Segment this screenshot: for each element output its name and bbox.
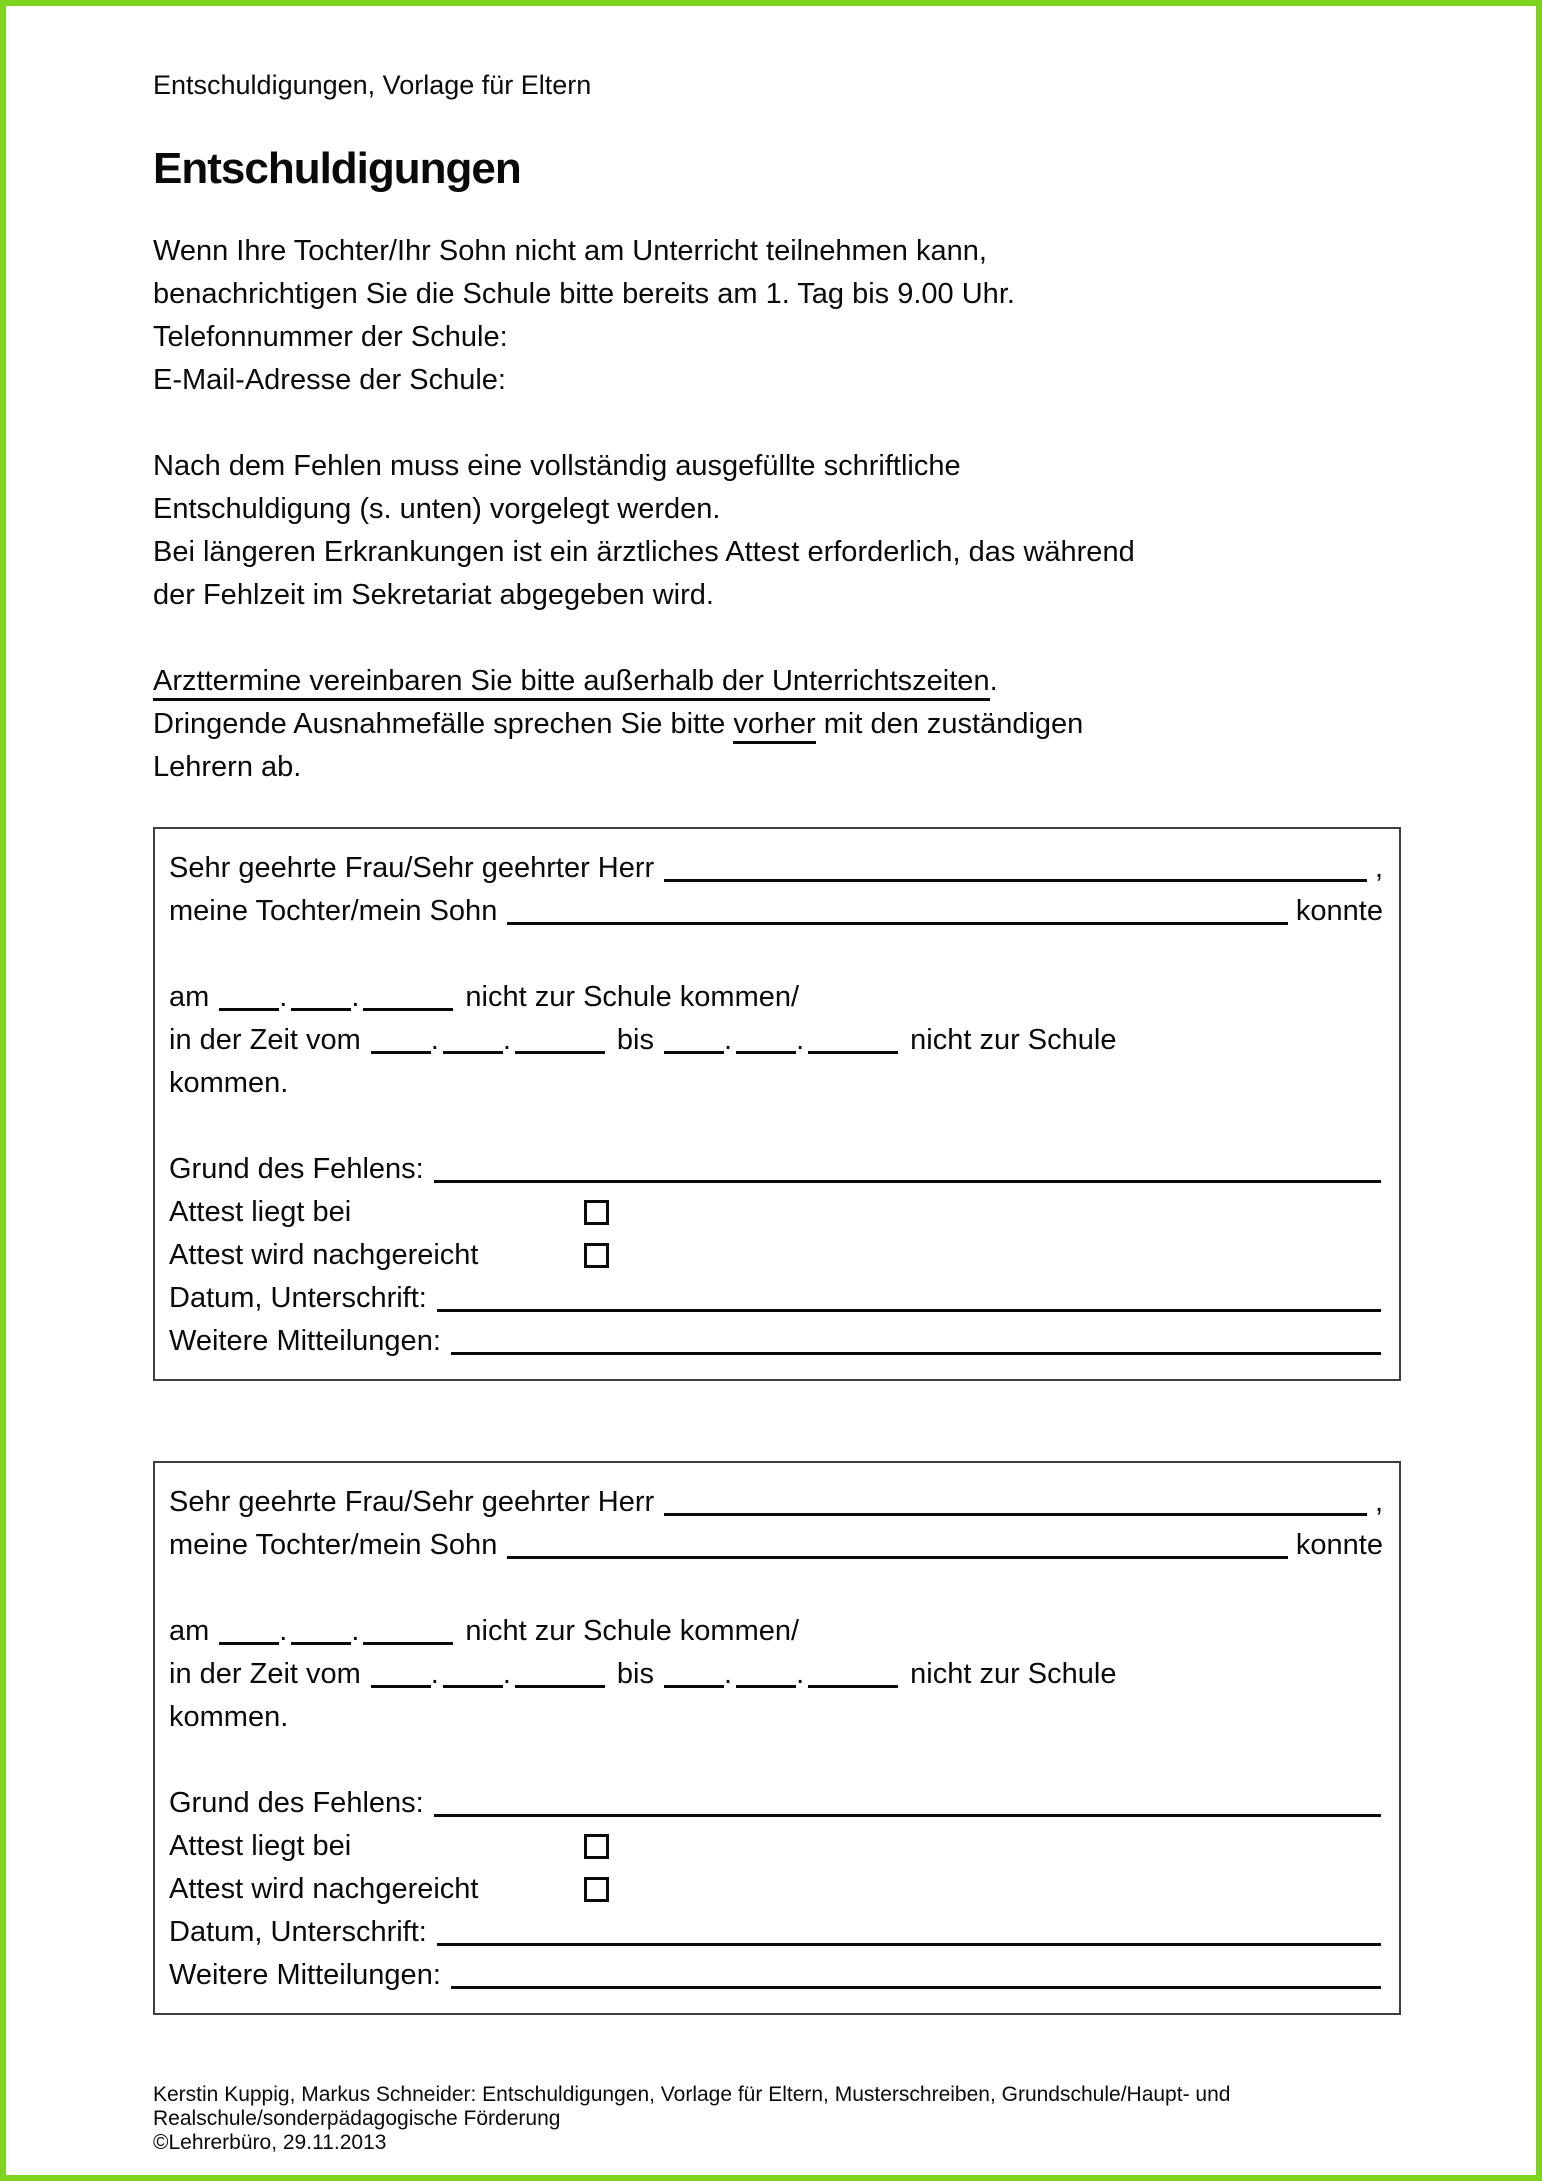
range-mid: bis xyxy=(616,1658,654,1690)
date-dot: . xyxy=(430,1024,439,1056)
from-month-blank[interactable] xyxy=(443,1685,503,1688)
attest-enclosed-label: Attest liegt bei xyxy=(169,1196,352,1228)
footer-copyright: ©Lehrerbüro, 29.11.2013 xyxy=(153,2131,387,2154)
underlined-word: vorher xyxy=(733,708,815,744)
single-date-prefix: am xyxy=(169,1615,210,1647)
reason-blank[interactable] xyxy=(434,1814,1381,1817)
salutation-comma: , xyxy=(1374,1486,1383,1518)
attest-followup-row xyxy=(169,1234,1383,1277)
child-name-blank[interactable] xyxy=(507,1556,1288,1559)
attest-enclosed-row xyxy=(169,1191,1383,1234)
spacer-row xyxy=(169,1105,1383,1148)
range-mid: bis xyxy=(616,1024,654,1056)
child-suffix: konnte xyxy=(1295,1529,1383,1561)
to-year-blank[interactable] xyxy=(808,1685,898,1688)
text-line-email: E-Mail-Adresse der Schule: xyxy=(153,364,506,396)
checkbox-attest-followup[interactable] xyxy=(584,1877,609,1902)
signature-blank[interactable] xyxy=(437,1309,1381,1312)
range-suffix: nicht zur Schule xyxy=(910,1024,1117,1056)
range-prefix: in der Zeit vom xyxy=(169,1658,361,1690)
year-blank[interactable] xyxy=(363,1642,453,1645)
document-header: Entschuldigungen, Vorlage für Eltern xyxy=(153,70,592,100)
spacer-row xyxy=(169,1567,1383,1610)
attest-followup-label: Attest wird nachgereicht xyxy=(169,1239,479,1271)
to-month-blank[interactable] xyxy=(736,1685,796,1688)
attest-enclosed-label: Attest liegt bei xyxy=(169,1830,352,1862)
page-content xyxy=(6,6,1536,2155)
salutation-row xyxy=(169,1481,1383,1524)
date-dot: . xyxy=(724,1024,733,1056)
reason-label: Grund des Fehlens: xyxy=(169,1787,424,1819)
month-blank[interactable] xyxy=(291,1642,351,1645)
to-year-blank[interactable] xyxy=(808,1051,898,1054)
child-name-row xyxy=(169,890,1383,933)
child-label: meine Tochter/mein Sohn xyxy=(169,895,498,927)
single-date-row xyxy=(169,976,1383,1019)
salutation-comma: , xyxy=(1374,852,1383,884)
to-month-blank[interactable] xyxy=(736,1051,796,1054)
paragraph-appointments xyxy=(153,660,1389,789)
single-date-suffix: nicht zur Schule kommen/ xyxy=(465,981,800,1013)
range-continuation-row xyxy=(169,1696,1383,1739)
from-year-blank[interactable] xyxy=(515,1051,605,1054)
notes-label: Weitere Mitteilungen: xyxy=(169,1959,441,1991)
salutation-label: Sehr geehrte Frau/Sehr geehrter Herr xyxy=(169,852,655,884)
reason-label: Grund des Fehlens: xyxy=(169,1153,424,1185)
sentence-period: . xyxy=(989,665,998,697)
notes-label: Weitere Mitteilungen: xyxy=(169,1325,441,1357)
range-suffix: nicht zur Schule xyxy=(910,1658,1117,1690)
text-line: Wenn Ihre Tochter/Ihr Sohn nicht am Unterricht teilnehmen kann, xyxy=(153,235,987,267)
spacer-row xyxy=(169,933,1383,976)
date-range-row xyxy=(169,1019,1383,1062)
text-segment: Dringende Ausnahmefälle sprechen Sie bitte xyxy=(153,708,726,740)
signature-row xyxy=(169,1277,1383,1320)
salutation-row xyxy=(169,847,1383,890)
range-continuation: kommen. xyxy=(169,1067,289,1099)
recipient-name-blank[interactable] xyxy=(664,879,1367,882)
from-month-blank[interactable] xyxy=(443,1051,503,1054)
date-dot: . xyxy=(502,1658,511,1690)
notes-blank[interactable] xyxy=(451,1986,1381,1989)
signature-row xyxy=(169,1911,1383,1954)
checkbox-attest-enclosed[interactable] xyxy=(584,1834,609,1859)
from-day-blank[interactable] xyxy=(371,1051,431,1054)
salutation-label: Sehr geehrte Frau/Sehr geehrter Herr xyxy=(169,1486,655,1518)
excuse-form-box-1 xyxy=(153,827,1401,1381)
checkbox-attest-followup[interactable] xyxy=(584,1243,609,1268)
checkbox-attest-enclosed[interactable] xyxy=(584,1200,609,1225)
text-line-phone: Telefonnummer der Schule: xyxy=(153,321,508,353)
date-dot: . xyxy=(430,1658,439,1690)
date-dot: . xyxy=(796,1658,805,1690)
signature-label: Datum, Unterschrift: xyxy=(169,1282,427,1314)
page-title: Entschuldigungen xyxy=(153,144,521,193)
child-label: meine Tochter/mein Sohn xyxy=(169,1529,498,1561)
text-segment: mit den zuständigen xyxy=(823,708,1084,740)
signature-label: Datum, Unterschrift: xyxy=(169,1916,427,1948)
footer-source-line: Kerstin Kuppig, Markus Schneider: Entschuldigungen, Vorlage für Eltern, Musterschreiben, Grundschule/Haupt- und xyxy=(153,2083,1231,2106)
date-dot: . xyxy=(351,981,360,1013)
from-day-blank[interactable] xyxy=(371,1685,431,1688)
day-blank[interactable] xyxy=(219,1008,279,1011)
to-day-blank[interactable] xyxy=(664,1051,724,1054)
from-year-blank[interactable] xyxy=(515,1685,605,1688)
footer-source-line: Realschule/sonderpädagogische Förderung xyxy=(153,2107,561,2130)
range-prefix: in der Zeit vom xyxy=(169,1024,361,1056)
text-line: Entschuldigung (s. unten) vorgelegt werden. xyxy=(153,493,721,525)
signature-blank[interactable] xyxy=(437,1943,1381,1946)
single-date-suffix: nicht zur Schule kommen/ xyxy=(465,1615,800,1647)
attest-followup-label: Attest wird nachgereicht xyxy=(169,1873,479,1905)
text-line-underlined-sentence xyxy=(153,660,1389,703)
single-date-prefix: am xyxy=(169,981,210,1013)
date-range-row xyxy=(169,1653,1383,1696)
single-date-row xyxy=(169,1610,1383,1653)
excuse-form-box-2 xyxy=(153,1461,1401,2015)
paragraph-attest xyxy=(153,445,1389,617)
date-dot: . xyxy=(279,981,288,1013)
text-line: benachrichtigen Sie die Schule bitte bereits am 1. Tag bis 9.00 Uhr. xyxy=(153,278,1015,310)
month-blank[interactable] xyxy=(291,1008,351,1011)
paragraph-notify xyxy=(153,230,1389,402)
date-dot: . xyxy=(724,1658,733,1690)
date-dot: . xyxy=(351,1615,360,1647)
text-line: Nach dem Fehlen muss eine vollständig ausgefüllte schriftliche xyxy=(153,450,961,482)
recipient-name-blank[interactable] xyxy=(664,1513,1367,1516)
date-dot: . xyxy=(502,1024,511,1056)
child-suffix: konnte xyxy=(1295,895,1383,927)
child-name-row xyxy=(169,1524,1383,1567)
text-line: Bei längeren Erkrankungen ist ein ärztliches Attest erforderlich, das während xyxy=(153,536,1135,568)
reason-row xyxy=(169,1782,1383,1825)
day-blank[interactable] xyxy=(219,1642,279,1645)
date-dot: . xyxy=(279,1615,288,1647)
range-continuation-row xyxy=(169,1062,1383,1105)
date-dot: . xyxy=(796,1024,805,1056)
year-blank[interactable] xyxy=(363,1008,453,1011)
attest-enclosed-row xyxy=(169,1825,1383,1868)
document-footer xyxy=(153,2083,1389,2155)
text-line-vorher xyxy=(153,703,1389,746)
text-line: Lehrern ab. xyxy=(153,751,302,783)
reason-blank[interactable] xyxy=(434,1180,1381,1183)
notes-row xyxy=(169,1954,1383,1997)
text-line: der Fehlzeit im Sekretariat abgegeben wird. xyxy=(153,579,714,611)
underlined-text: Arzttermine vereinbaren Sie bitte außerhalb der Unterrichtszeiten xyxy=(153,665,990,701)
to-day-blank[interactable] xyxy=(664,1685,724,1688)
notes-blank[interactable] xyxy=(451,1352,1381,1355)
child-name-blank[interactable] xyxy=(507,922,1288,925)
range-continuation: kommen. xyxy=(169,1701,289,1733)
attest-followup-row xyxy=(169,1868,1383,1911)
notes-row xyxy=(169,1320,1383,1363)
reason-row xyxy=(169,1148,1383,1191)
spacer-row xyxy=(169,1739,1383,1782)
